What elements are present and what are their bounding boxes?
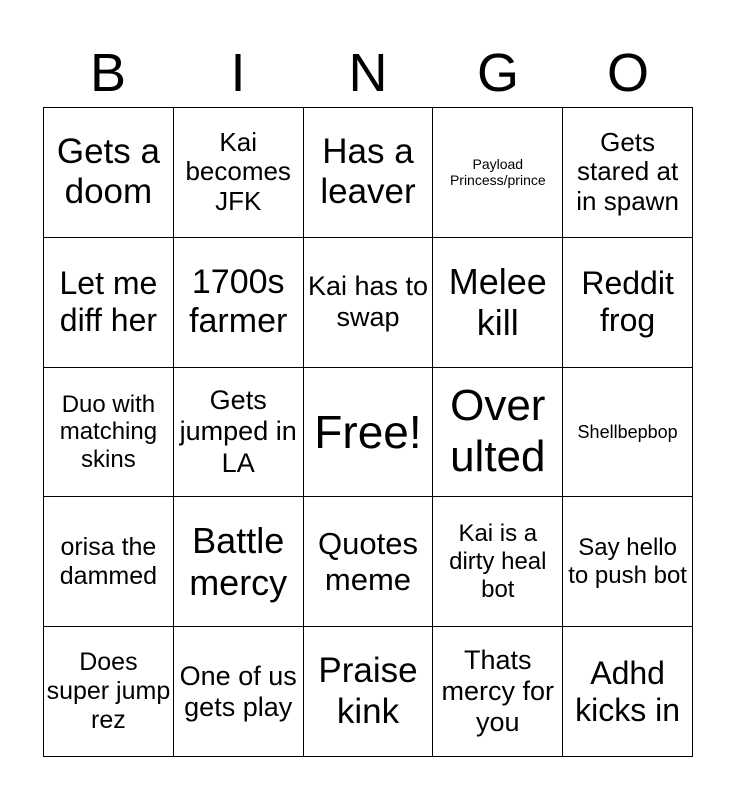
- bingo-cell[interactable]: [174, 108, 304, 238]
- bingo-cell[interactable]: [174, 497, 304, 627]
- bingo-cell[interactable]: [44, 108, 174, 238]
- bingo-cell[interactable]: [174, 627, 304, 757]
- bingo-board: [43, 107, 693, 757]
- cell-text: Gets jumped in LA: [179, 385, 297, 478]
- cell-text: Gets a doom: [56, 132, 160, 212]
- cell-text: Does super jump rez: [46, 648, 171, 734]
- cell-text: Battle mercy: [189, 520, 288, 603]
- bingo-cell[interactable]: [44, 497, 174, 627]
- bingo-header: [43, 40, 693, 106]
- cell-text: Melee kill: [448, 260, 547, 344]
- bingo-cell[interactable]: [433, 238, 563, 368]
- cell-text: Let me diff her: [59, 265, 158, 339]
- cell-text: Gets stared at in spawn: [576, 126, 679, 217]
- bingo-cell[interactable]: [44, 238, 174, 368]
- bingo-cell[interactable]: [304, 238, 434, 368]
- header-letter-o: O: [606, 43, 649, 103]
- bingo-cell[interactable]: [44, 368, 174, 498]
- cell-text: Thats mercy for you: [441, 645, 555, 738]
- cell-text: Kai has to swap: [307, 271, 429, 333]
- cell-text: Quotes meme: [318, 526, 418, 597]
- cell-text: Adhd kicks in: [575, 654, 681, 728]
- cell-text: Praise kink: [318, 651, 418, 731]
- cell-text: 1700s farmer: [189, 263, 288, 341]
- bingo-cell[interactable]: [433, 497, 563, 627]
- header-letter-n: N: [348, 43, 388, 103]
- cell-text: Over ulted: [450, 381, 546, 481]
- cell-text: Say hello to push bot: [568, 534, 687, 589]
- cell-text: Kai is a dirty heal bot: [449, 520, 547, 603]
- bingo-cell[interactable]: [433, 368, 563, 498]
- bingo-cell free-space[interactable]: [304, 368, 434, 498]
- bingo-cell[interactable]: [563, 108, 693, 238]
- cell-text: orisa the dammed: [59, 533, 158, 590]
- bingo-cell[interactable]: [44, 627, 174, 757]
- header-letter-b: B: [89, 43, 127, 103]
- cell-text: Payload Princess/prince: [449, 156, 546, 189]
- bingo-cell[interactable]: [433, 627, 563, 757]
- cell-text: Duo with matching skins: [59, 390, 158, 473]
- bingo-cell[interactable]: [304, 497, 434, 627]
- bingo-cell[interactable]: [304, 108, 434, 238]
- bingo-cell[interactable]: [563, 238, 693, 368]
- cell-text: Has a leaver: [320, 132, 416, 212]
- cell-text: Reddit frog: [581, 265, 674, 339]
- header-letter-i: I: [230, 43, 246, 103]
- bingo-cell[interactable]: [174, 368, 304, 498]
- cell-text: Kai becomes JFK: [185, 126, 291, 217]
- cell-text: Shellbepbop: [577, 421, 678, 442]
- bingo-cell[interactable]: [433, 108, 563, 238]
- header-letter-g: G: [476, 43, 519, 103]
- bingo-cell[interactable]: [563, 627, 693, 757]
- bingo-cell[interactable]: [563, 368, 693, 498]
- bingo-cell[interactable]: [304, 627, 434, 757]
- bingo-cell[interactable]: [563, 497, 693, 627]
- free-space-text: Free!: [314, 405, 422, 458]
- cell-text: One of us gets play: [179, 660, 297, 722]
- bingo-cell[interactable]: [174, 238, 304, 368]
